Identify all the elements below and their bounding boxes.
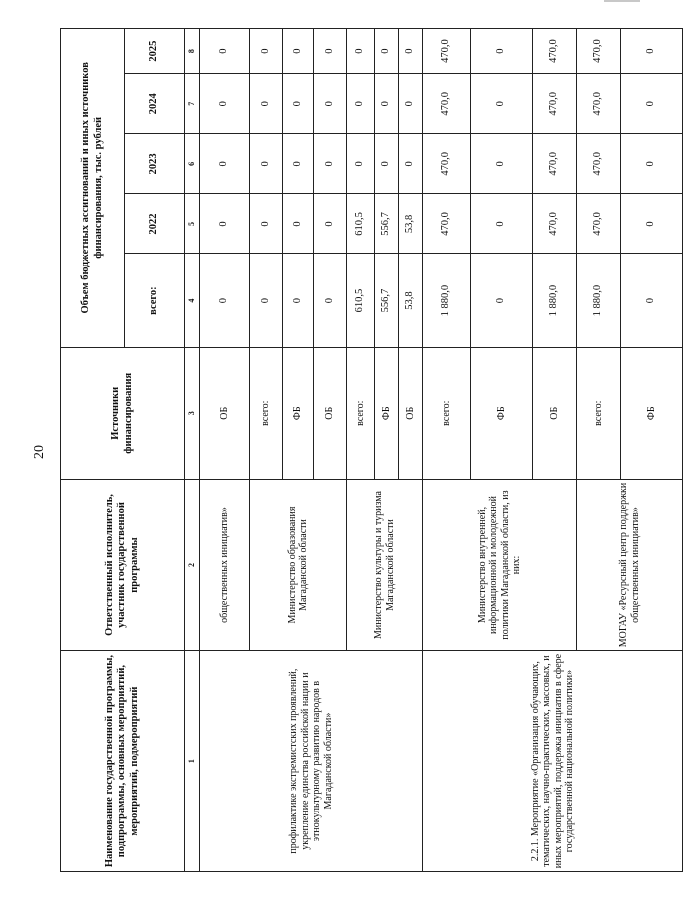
page-number: 20 [32, 445, 47, 459]
value-2024: 0 [250, 74, 283, 134]
value-total: 1 880,0 [423, 254, 471, 347]
value-2025: 0 [347, 29, 375, 74]
value-2022: 0 [283, 194, 314, 254]
measure-name-cell: 2.2.1. Мероприятие «Организация обучающих, тематических, научно-практических, массовых, и иных мероприятий, поддержка инициатив в сфере государственной национальной политики» [423, 651, 683, 872]
value-2025: 0 [375, 29, 399, 74]
value-2022: 470,0 [423, 194, 471, 254]
executor-cell: общественных инициатив» [200, 479, 250, 650]
scan-edge-mark [604, 0, 640, 2]
value-2022: 53,8 [399, 194, 423, 254]
value-2023: 0 [621, 134, 683, 194]
value-2023: 0 [200, 134, 250, 194]
header-year-2022: 2022 [125, 194, 185, 254]
value-total: 0 [471, 254, 533, 347]
program-name-cell: профилактике экстремистских проявлений, укрепление единства российской нации и этнокультурному развитию народов в Магаданской области» [200, 651, 423, 872]
value-total: 53,8 [399, 254, 423, 347]
value-2025: 0 [250, 29, 283, 74]
value-2022: 0 [250, 194, 283, 254]
source-cell: всего: [577, 347, 621, 479]
column-number: 3 [185, 347, 200, 479]
value-2023: 470,0 [577, 134, 621, 194]
value-total: 556,7 [375, 254, 399, 347]
value-2024: 0 [347, 74, 375, 134]
value-total: 0 [200, 254, 250, 347]
value-2025: 0 [283, 29, 314, 74]
header-year-2023: 2023 [125, 134, 185, 194]
header-year-2024: 2024 [125, 74, 185, 134]
value-2024: 470,0 [577, 74, 621, 134]
value-total: 1 880,0 [533, 254, 577, 347]
value-2022: 470,0 [577, 194, 621, 254]
value-2023: 0 [250, 134, 283, 194]
executor-cell: Министерство образования Магаданской области [250, 479, 347, 650]
source-cell: ОБ [533, 347, 577, 479]
value-total: 0 [283, 254, 314, 347]
value-2022: 0 [314, 194, 347, 254]
value-2024: 0 [375, 74, 399, 134]
value-2023: 470,0 [423, 134, 471, 194]
value-total: 0 [250, 254, 283, 347]
column-number: 8 [185, 29, 200, 74]
column-number: 6 [185, 134, 200, 194]
value-total: 0 [314, 254, 347, 347]
value-2025: 470,0 [423, 29, 471, 74]
column-number: 1 [185, 651, 200, 872]
value-total: 610,5 [347, 254, 375, 347]
source-cell: ФБ [283, 347, 314, 479]
source-cell: ОБ [399, 347, 423, 479]
value-2025: 0 [314, 29, 347, 74]
value-2023: 0 [283, 134, 314, 194]
source-cell: всего: [347, 347, 375, 479]
value-2025: 470,0 [577, 29, 621, 74]
executor-cell: Министерство культуры и туризма Магаданской области [347, 479, 423, 650]
value-2024: 0 [283, 74, 314, 134]
value-total: 0 [621, 254, 683, 347]
table-row [423, 29, 471, 872]
table-row [200, 29, 250, 872]
column-number: 2 [185, 479, 200, 650]
value-2022: 0 [621, 194, 683, 254]
source-cell: ОБ [200, 347, 250, 479]
column-numbers-row [185, 29, 200, 872]
value-2025: 0 [621, 29, 683, 74]
value-2023: 0 [375, 134, 399, 194]
value-2024: 470,0 [423, 74, 471, 134]
value-2025: 0 [200, 29, 250, 74]
value-2024: 0 [314, 74, 347, 134]
value-total: 1 880,0 [577, 254, 621, 347]
source-cell: ФБ [621, 347, 683, 479]
header-name: Наименование государственной программы, подпрограммы, основных мероприятий, мероприятий, подмероприятий [61, 651, 185, 872]
header-executor: Ответственный исполнитель, участник государственной программы [61, 479, 185, 650]
column-number: 4 [185, 254, 200, 347]
value-2022: 0 [471, 194, 533, 254]
value-2024: 0 [399, 74, 423, 134]
value-2024: 0 [621, 74, 683, 134]
value-2023: 0 [471, 134, 533, 194]
value-2023: 0 [314, 134, 347, 194]
value-2023: 0 [399, 134, 423, 194]
value-2022: 0 [200, 194, 250, 254]
header-volume: Объем бюджетных ассигнований и иных источников финансирования, тыс. рублей [61, 29, 125, 348]
value-2022: 470,0 [533, 194, 577, 254]
column-number: 5 [185, 194, 200, 254]
source-cell: всего: [250, 347, 283, 479]
budget-table [60, 28, 683, 872]
source-cell: всего: [423, 347, 471, 479]
value-2025: 0 [399, 29, 423, 74]
value-2025: 0 [471, 29, 533, 74]
header-total: всего: [125, 254, 185, 347]
header-year-2025: 2025 [125, 29, 185, 74]
column-number: 7 [185, 74, 200, 134]
executor-cell: Министерство внутренней, информационной и молодежной политики Магаданской области, из них: [423, 479, 577, 650]
value-2025: 470,0 [533, 29, 577, 74]
value-2024: 470,0 [533, 74, 577, 134]
value-2023: 0 [347, 134, 375, 194]
value-2022: 556,7 [375, 194, 399, 254]
value-2022: 610,5 [347, 194, 375, 254]
value-2024: 0 [471, 74, 533, 134]
header-source: Источники финансирования [61, 347, 185, 479]
value-2023: 470,0 [533, 134, 577, 194]
source-cell: ОБ [314, 347, 347, 479]
source-cell: ФБ [375, 347, 399, 479]
source-cell: ФБ [471, 347, 533, 479]
value-2024: 0 [200, 74, 250, 134]
executor-cell: МОГАУ «Ресурсный центр поддержки общественных инициатив» [577, 479, 683, 650]
